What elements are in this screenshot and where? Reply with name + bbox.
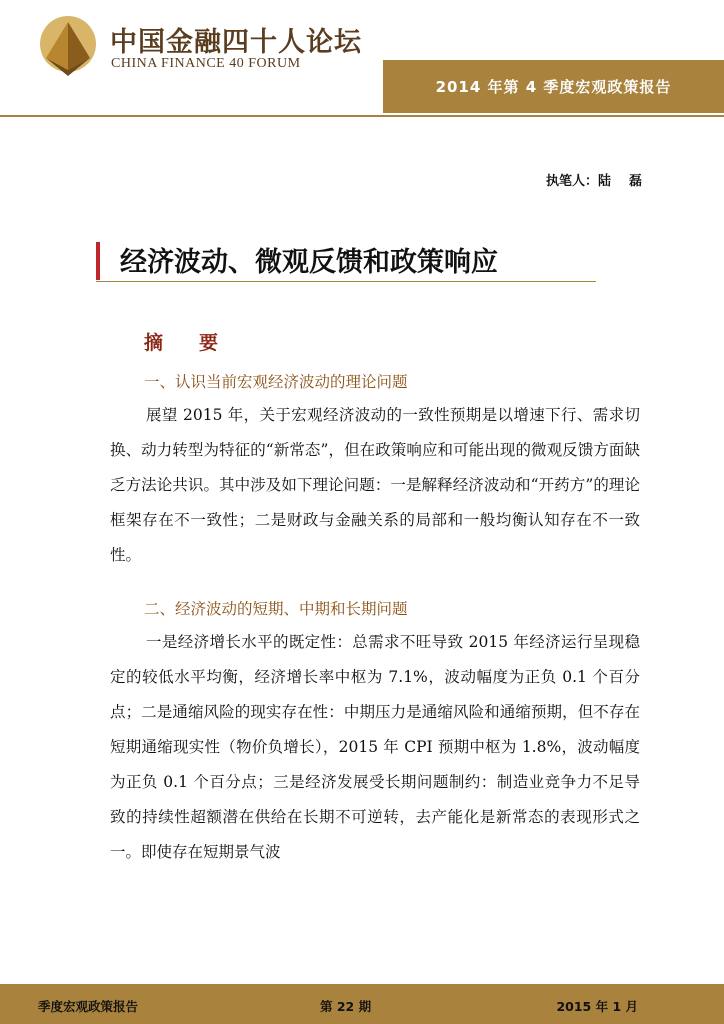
org-name-en: CHINA FINANCE 40 FORUM [111, 56, 301, 71]
title-accent-bar [96, 242, 100, 280]
footer-bar [0, 984, 724, 1024]
report-title-bar [383, 60, 724, 113]
author-line [546, 170, 642, 189]
footer-issue: 第 22 期 [320, 999, 372, 1014]
section-paragraph-2: 一是经济增长水平的既定性：总需求不旺导致 2015 年经济运行呈现稳定的较低水平均衡，经济增长率中枢为 7.1%，波动幅度为正负 0.1 个百分点；二是通缩风险的现实存在性：中期压力是通缩风险和通缩预期，但不存在短期通缩现实性（物价负增长），2015 年 CPI 预期中枢为 1.8%，波动幅度为正负 0.1 个百分点；三是经济发展受长期问题制约：制造业竞争力不足导致的持续性超额潜在供给在长期不可逆转，去产能化是新常态的表现形式之一。即使存在短期景气波 [110, 633, 640, 861]
section-heading-2: 二、经济波动的短期、中期和长期问题 [144, 600, 408, 618]
header-divider [0, 115, 724, 117]
article-title: 经济波动、微观反馈和政策响应 [120, 247, 498, 278]
pyramid-logo-icon [38, 14, 98, 78]
abstract-label: 摘要 [144, 332, 255, 354]
author-label: 执笔人： [545, 174, 598, 189]
author-name-1: 陆 [597, 174, 611, 189]
section-heading-1: 一、认识当前宏观经济波动的理论问题 [144, 373, 408, 391]
report-title: 2014 年第 4 季度宏观政策报告 [435, 78, 672, 96]
org-name-cn: 中国金融四十人论坛 [110, 27, 362, 58]
title-underline [96, 281, 596, 282]
footer-date: 2015 年 1 月 [556, 999, 638, 1014]
footer-report-name: 季度宏观政策报告 [38, 999, 139, 1014]
author-name-2: 磊 [628, 174, 642, 189]
section-paragraph-1: 展望 2015 年，关于宏观经济波动的一致性预期是以增速下行、需求切换、动力转型为特征的“新常态”，但在政策响应和可能出现的微观反馈方面缺乏方法论共识。其中涉及如下理论问题：一是解释经济波动和“开药方”的理论框架存在不一致性；二是财政与金融关系的局部和一般均衡认知存在不一致性。 [110, 406, 640, 564]
